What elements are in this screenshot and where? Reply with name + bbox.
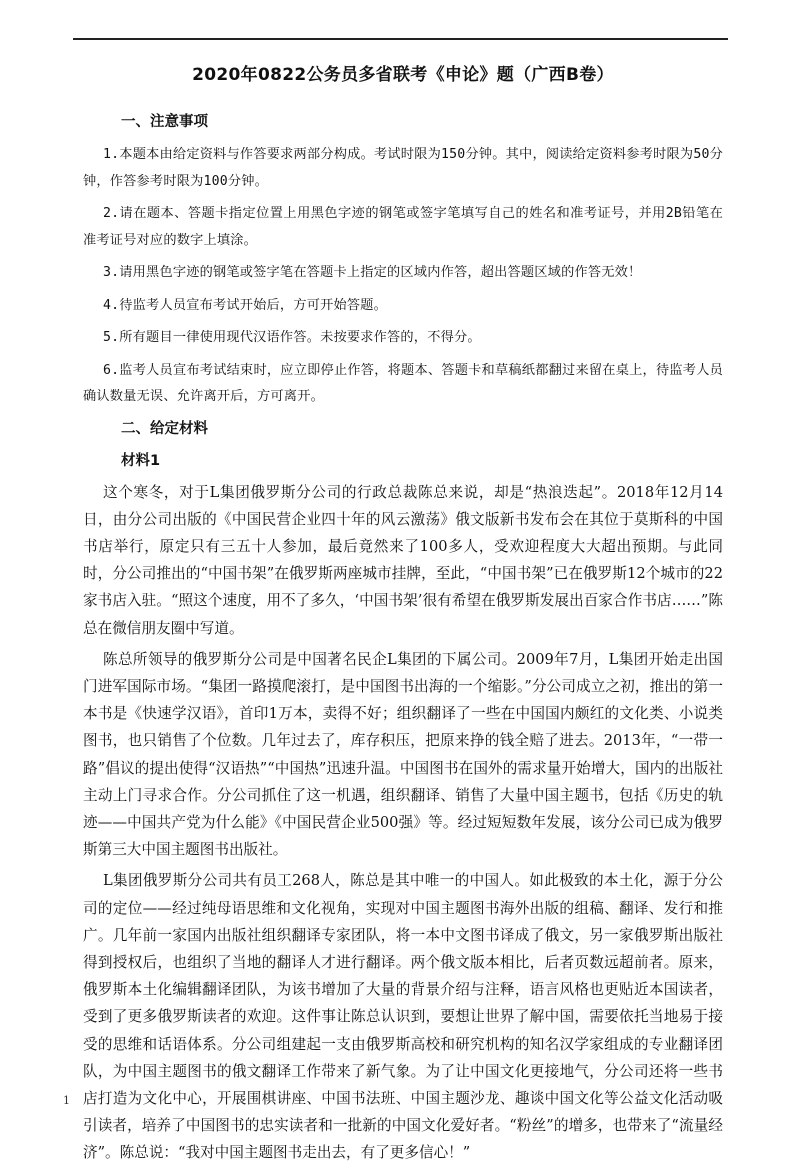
material-paragraph: 陈总所领导的俄罗斯分公司是中国著名民企L集团的下属公司。2009年7月，L集团开始走出国门进军国际市场。“集团一路摸爬滚打，是中国图书出海的一个缩影。”分公司成立之初，推出的第一本书是《快速学汉语》，首印1万本，卖得不好；组织翻译了一些在中国国内颇红的文化类、小说类图书，也只销售了个位数。几年过去了，库存积压，把原来挣的钱全赔了进去。2013年，“一带一路”倡议的提出使得“汉语热”“中国热”迅速升温。中国图书在国外的需求量开始增大，国内的出版社主动上门寻求合作。分公司抓住了这一机遇，组织翻译、销售了大量中国主题书，包括《历史的轨迹——中国共产党为什么能》《中国民营企业500强》等。经过短短数年发展，该分公司已成为俄罗斯第三大中国主题图书出版社。: [83, 650, 723, 859]
notice-item: 6.监考人员宣布考试结束时，应立即停止作答，将题本、答题卡和草稿纸都翻过来留在桌上，待监考人员确认数量无误、允许离开后，方可离开。: [83, 362, 723, 404]
notice-item: 2.请在题本、答题卡指定位置上用黑色字迹的钢笔或签字笔填写自己的姓名和准考证号，并用2B铅笔在准考证号对应的数字上填涂。: [83, 206, 723, 248]
document-page: [83, 60, 723, 1171]
notice-item: 1.本题本由给定资料与作答要求两部分构成。考试时限为150分钟。其中，阅读给定资料参考时限为50分钟，作答参考时限为100分钟。: [83, 147, 723, 189]
material-paragraph: L集团俄罗斯分公司共有员工268人，陈总是其中唯一的中国人。如此极致的本土化，源于分公司的定位——经过纯母语思维和文化视角，实现对中国主题图书海外出版的组稿、翻译、发行和推广。几年前一家国内出版社组织翻译专家团队，将一本中文图书译成了俄文，另一家俄罗斯出版社得到授权后，也组织了当地的翻译人才进行翻译。两个俄文版本相比，后者页数远超前者。原来，俄罗斯本土化编辑翻译团队，为该书增加了大量的背景介绍与注释，语言风格也更贴近本国读者，受到了更多俄罗斯读者的欢迎。这件事让陈总认识到，要想让世界了解中国，需要依托当地易于接受的思维和话语体系。分公司组建起一支由俄罗斯高校和研究机构的知名汉学家组成的专业翻译团队，为中国主题图书的俄文翻译工作带来了新气象。为了让中国文化更接地气，分公司还将一些书店打造为文化中心，开展围棋讲座、中国书法班、中国主题沙龙、趣谈中国文化等公益文化活动吸引读者，培养了中国图书的忠实读者和一批新的中国文化爱好者。“粉丝”的增多，也带来了“流量经济”。陈总说：“我对中国主题图书走出去，有了更多信心！”: [83, 872, 723, 1162]
notice-item: 4.待监考人员宣布考试开始后，方可开始答题。: [103, 297, 388, 313]
material-heading: 材料1: [121, 452, 161, 469]
page-number: 1: [63, 1094, 70, 1107]
header-rule: [73, 38, 728, 40]
notice-list: [83, 142, 723, 411]
document-title: 2020年0822公务员多省联考《申论》题（广西B卷）: [192, 65, 614, 85]
section-heading-materials: 二、给定材料: [121, 420, 208, 437]
notice-item: 5.所有题目一律使用现代汉语作答。未按要求作答的，不得分。: [103, 330, 481, 345]
material-paragraph: 这个寒冬，对于L集团俄罗斯分公司的行政总裁陈总来说，却是“热浪迭起”。2018年12月14日，由分公司出版的《中国民营企业四十年的风云激荡》俄文版新书发布会在其位于莫斯科的中国书店举行，原定只有三五十人参加，最后竟然来了100多人，受欢迎程度大大超出预期。与此同时，分公司推出的“中国书架”在俄罗斯两座城市挂牌，至此，“中国书架”已在俄罗斯12个城市的22家书店入驻。“照这个速度，用不了多久，‘中国书架’很有希望在俄罗斯发展出百家合作书店……”陈总在微信朋友圈中写道。: [83, 483, 723, 637]
notice-item: 3.请用黑色字迹的钢笔或签字笔在答题卡上指定的区域内作答，超出答题区域的作答无效！: [103, 265, 642, 280]
section-heading-notice: 一、注意事项: [121, 114, 208, 130]
